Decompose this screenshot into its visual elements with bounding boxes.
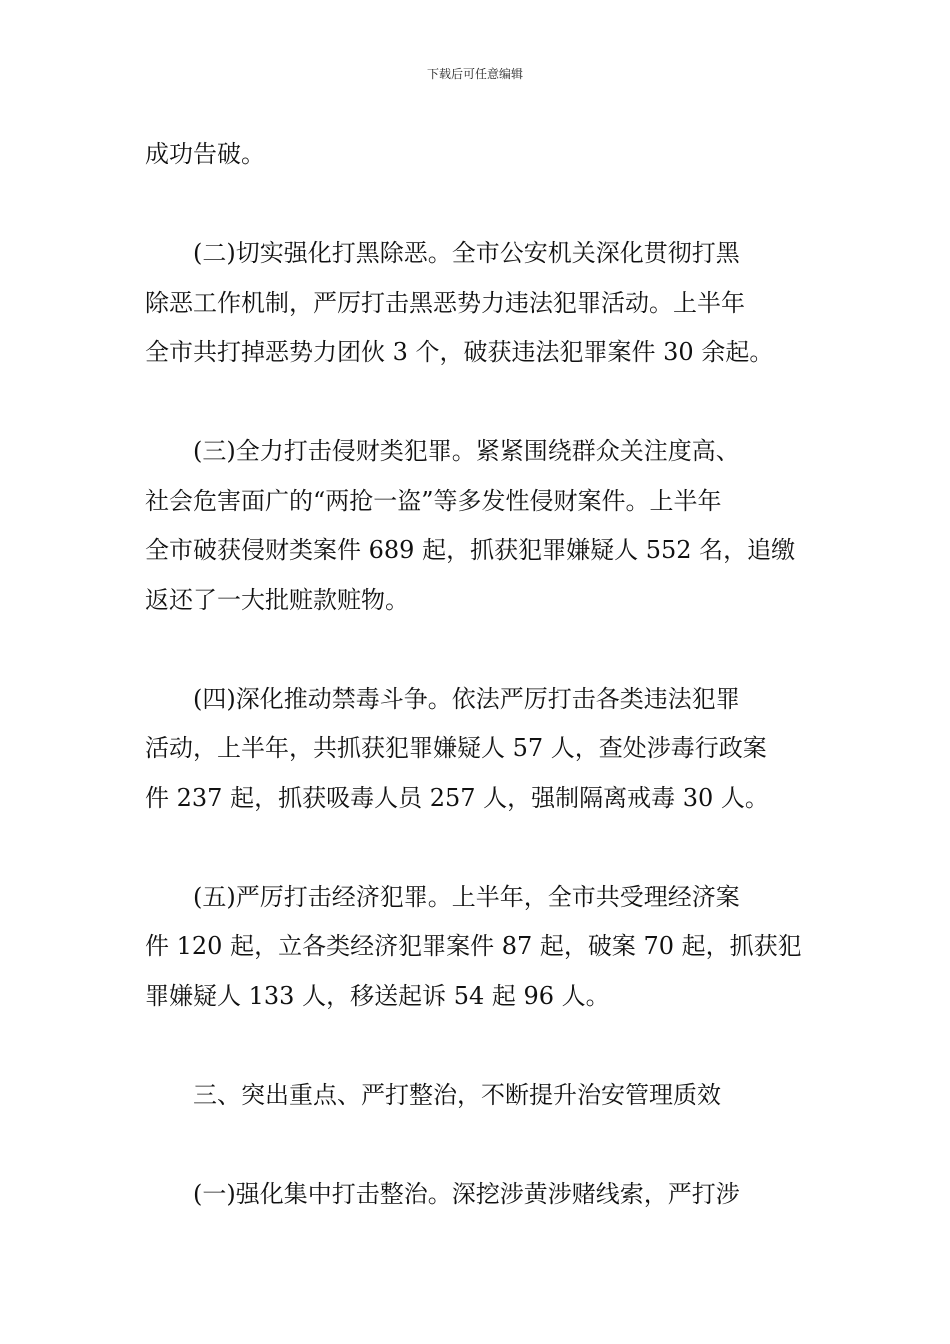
paragraph-property-crime: (三)全力打击侵财类犯罪。紧紧围绕群众关注度高、 社会危害面广的“两抢一盗”等多发性侵财案件。上半年 全市破获侵财类案件 689 起，抓获犯罪嫌疑人 552 名，追缴 返还了一大批赃款赃物。 [145, 437, 796, 614]
paragraph-continuation: 成功告破。 [145, 140, 265, 168]
paragraph-anti-gang: (二)切实强化打黑除恶。全市公安机关深化贯彻打黑 除恶工作机制，严厉打击黑恶势力违法犯罪活动。上半年 全市共打掉恶势力团伙 3 个，破获违法犯罪案件 30 余起。 [145, 239, 774, 366]
paragraph-economic-crime: (五)严厉打击经济犯罪。上半年，全市共受理经济案 件 120 起，立各类经济犯罪案件 87 起，破案 70 起，抓获犯 罪嫌疑人 133 人，移送起诉 54 起 96 人。 [145, 882, 802, 1010]
document-body [145, 130, 810, 1219]
paragraph-anti-drug: (四)深化推动禁毒斗争。依法严厉打击各类违法犯罪 活动，上半年，共抓获犯罪嫌疑人 57 人，查处涉毒行政案 件 237 起，抓获吸毒人员 257 人，强制隔离戒毒 30 人。 [145, 684, 769, 812]
paragraph-crackdown: (一)强化集中打击整治。深挖涉黄涉赌线索，严打涉 [193, 1179, 740, 1208]
section-heading-three: 三、突出重点、严打整治，不断提升治安管理质效 [193, 1080, 721, 1109]
page-header: 下载后可任意编辑 [426, 67, 523, 81]
